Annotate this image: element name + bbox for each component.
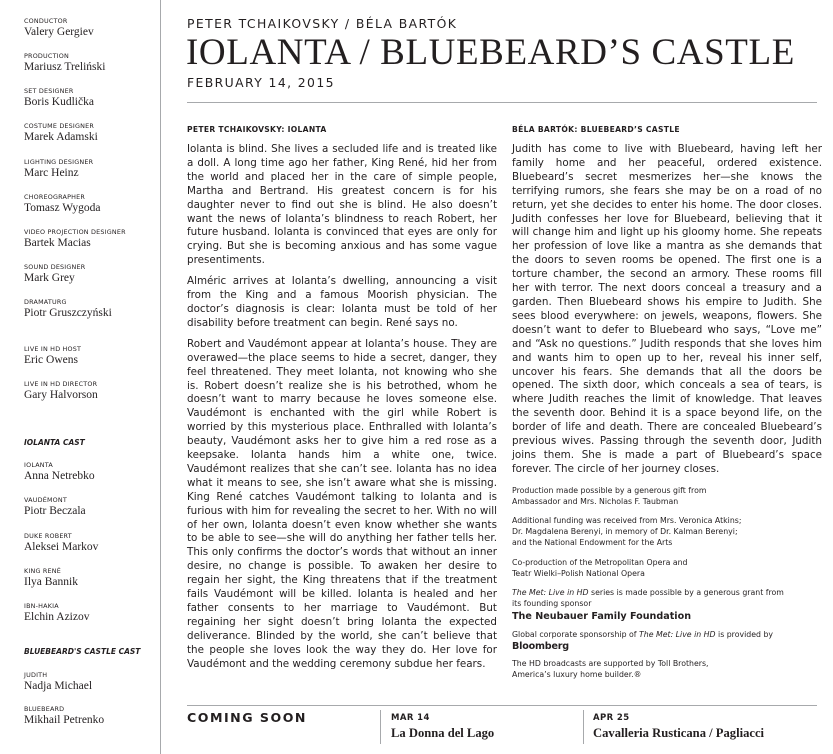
cast-judith — [24, 671, 92, 693]
cast-name: Elchin Azizov — [24, 611, 90, 623]
credit-costume-designer — [24, 122, 98, 144]
credit-role: SET DESIGNER — [24, 87, 74, 95]
cast-name: Nadja Michael — [24, 680, 93, 692]
note-line: Production made possible by a generous gift from — [512, 485, 707, 495]
note-line: America’s luxury home builder.® — [512, 669, 642, 679]
upcoming-title: La Donna del Lago — [391, 726, 495, 740]
cast-bluebeard — [24, 705, 104, 727]
credit-name: Mark Grey — [24, 272, 75, 284]
note-line: is provided by — [715, 629, 774, 639]
cast-role: BLUEBEARD — [24, 705, 65, 713]
synopsis-paragraph: Iolanta is blind. She lives a secluded life and is treated like a doll. A long time ago her father, King René, hid her from the world and placed her in the care of simple people, Martha and Bertrand. His greatest concern is for his daughter never to find out she is blind. He also doesn’t want the news of Iolanta’s blindness to reach Robert, her future husband. Iolanta is convinced that eyes are only for crying. But she is becoming anxious and has some vague presentiments. — [187, 143, 497, 267]
performance-date: FEBRUARY 14, 2015 — [187, 75, 335, 90]
note-line: Global corporate sponsorship of — [512, 629, 640, 639]
cast-name: Mikhail Petrenko — [24, 714, 105, 726]
cast-duke-robert — [24, 532, 98, 554]
credit-name: Marek Adamski — [24, 131, 98, 143]
credit-role: COSTUME DESIGNER — [24, 122, 95, 130]
iolanta-cast-heading: IOLANTA CAST — [24, 438, 85, 447]
production-gift-note — [512, 486, 822, 508]
footer-rule — [187, 705, 817, 706]
footer-divider — [380, 710, 381, 744]
credits-sidebar — [0, 0, 160, 754]
credit-name: Bartek Macias — [24, 237, 91, 249]
credit-live-in-hd-director — [24, 380, 98, 402]
credit-name: Valery Gergiev — [24, 26, 94, 38]
credit-name: Eric Owens — [24, 354, 78, 366]
credit-lighting-designer — [24, 158, 93, 180]
note-line: Teatr Wielki–Polish National Opera — [512, 568, 645, 578]
cast-role: IBN-HAKIA — [24, 602, 59, 610]
cast-name: Aleksei Markov — [24, 541, 99, 553]
credit-name: Marc Heinz — [24, 167, 79, 179]
cast-role: IOLANTA — [24, 461, 53, 469]
coming-soon-heading: COMING SOON — [187, 710, 307, 725]
credit-choreographer — [24, 193, 101, 215]
global-sponsor-note — [512, 630, 822, 653]
credit-name: Mariusz Treliński — [24, 61, 106, 73]
note-line: Additional funding was received from Mrs. Veronica Atkins; — [512, 516, 742, 526]
bluebeard-heading: BÉLA BARTÓK: BLUEBEARD’S CASTLE — [512, 125, 680, 134]
note-line: Co-production of the Metropolitan Opera and — [512, 557, 688, 567]
credit-role: LIVE IN HD DIRECTOR — [24, 380, 98, 388]
credit-live-in-hd-host — [24, 345, 81, 367]
note-line: Ambassador and Mrs. Nicholas F. Taubman — [512, 496, 679, 506]
credit-sound-designer — [24, 263, 85, 285]
series-name: The Met: Live in HD — [512, 588, 589, 598]
footer-divider — [583, 710, 584, 744]
note-line: series is made possible by a generous grant from — [588, 588, 784, 598]
sidebar-divider — [160, 0, 161, 754]
cast-role: JUDITH — [24, 671, 48, 679]
cast-vaudemont — [24, 496, 86, 518]
series-name: The Met: Live in HD — [639, 629, 716, 639]
credit-name: Boris Kudlička — [24, 96, 94, 108]
note-line: its founding sponsor — [512, 599, 592, 609]
credit-role: PRODUCTION — [24, 52, 69, 60]
header-rule — [187, 102, 817, 103]
cast-name: Ilya Bannik — [24, 576, 78, 588]
cast-name: Anna Netrebko — [24, 470, 95, 482]
credit-conductor — [24, 17, 94, 39]
synopsis-paragraph: Robert and Vaudémont appear at Iolanta’s house. They are overawed—the place seems to hide a secret, danger, they feel threatened. They meet Iolanta, not knowing who she is. Robert doesn’t realize she is his betrothed, whom he doesn’t want to marry because he loves someone else. Vaudémont is enchanted with the girl while Robert is worried by this mysterious place. Enthralled with Iolanta’s beauty, Vaudémont asks her to give him a red rose as a keepsake. Iolanta hands him a white one, twice. Vaudémont realizes that she can’t see. Iolanta has no idea what it means to see, she isn’t aware what she is missing. King René catches Vaudémont talking to Iolanta and is furious with him for revealing the secret to her. With no will of her own, Iolanta doesn’t even know whether she wants to be able to see—she will do anything her father tells her. This only confirms the doctor’s words that without an inner desire, no change is possible. To awaken her desire to regain her sight, the King threatens that if the treatment fails Vaudémont will be killed. Iolanta is healed and her father consents to her marriage to Vaudémont. But regaining her sight doesn’t bring Iolanta the expected deliverance. Blinded by the world, she can’t believe that the people she loves look the way they do. Her love for Vaudémont and the wedding ceremony subdue her fears. — [187, 337, 497, 670]
credit-role: SOUND DESIGNER — [24, 263, 86, 271]
cast-king-rene — [24, 567, 78, 589]
credit-role: VIDEO PROJECTION DESIGNER — [24, 228, 126, 236]
upcoming-date: MAR 14 — [391, 713, 430, 723]
credit-video-projection-designer — [24, 228, 126, 250]
foundation-name: The Neubauer Family Foundation — [512, 610, 692, 622]
note-line: Dr. Magdalena Berenyi, in memory of Dr. Kalman Berenyi; — [512, 527, 738, 537]
series-sponsor-note — [512, 588, 822, 624]
credit-role: LIVE IN HD HOST — [24, 345, 82, 353]
synopsis-paragraph: Alméric arrives at Iolanta’s dwelling, announcing a visit from the King and a famous Moorish physician. The doctor’s diagnosis is clear: Iolanta must be told of her disability before treatment can begin. René says no. — [187, 275, 497, 329]
credit-role: LIGHTING DESIGNER — [24, 158, 94, 166]
credit-set-designer — [24, 87, 94, 109]
iolanta-synopsis — [187, 125, 497, 672]
credit-role: DRAMATURG — [24, 298, 67, 306]
note-line: The HD broadcasts are supported by Toll Brothers, — [512, 658, 709, 668]
cast-role: KING RENÉ — [24, 567, 61, 575]
synopsis-paragraph: Judith has come to live with Bluebeard, having left her family home and her peaceful, ordered existence. Bluebeard’s secret mesmerizes her—she knows the terrifying rumors, she fears she may be on a road of no return, yet she decides to enter his home. The door closes. Judith confesses her love for Bluebeard, believing that it will change him and light up his gloomy home. She repeats her profession of love like a mantra as she demands that the doors to seven rooms be opened. The first one is a torture chamber, the second an armory. These rooms fill her with terror. The next doors conceal a treasury and a garden. Then Bluebeard shows his empire to Judith. She sees blood everywhere: on jewels, weapons, flowers. She doesn’t want to defer to Bluebeard who says, “Love me” and “Ask no questions.” Judith responds that she loves him and wants him to open up to her, reveal his inner self, uncover his fears. She demands that all the doors be opened. The sixth door, which conceals a sea of tears, is where Judith reaches the limit of knowledge. That leaves the seventh door. Behind it is a space beyond life, on the border of life and death. There are concealed Bluebeard’s previous wives. Passing through the seventh door, Judith joins them. She is made a part of Bluebeard’s space forever. The circle of her journey closes. — [512, 143, 822, 475]
credit-dramaturg — [24, 298, 112, 320]
bluebeard-cast-heading: BLUEBEARD'S CASTLE CAST — [24, 647, 141, 656]
coproduction-note — [512, 558, 822, 580]
credit-role: CHOREOGRAPHER — [24, 193, 86, 201]
bluebeard-synopsis — [512, 125, 822, 689]
composers-line: PETER TCHAIKOVSKY / BÉLA BARTÓK — [187, 16, 458, 31]
upcoming-title: Cavalleria Rusticana / Pagliacci — [593, 726, 765, 740]
cast-iolanta — [24, 461, 95, 483]
additional-funding-note — [512, 516, 822, 548]
iolanta-heading: PETER TCHAIKOVSKY: IOLANTA — [187, 125, 327, 134]
cast-role: DUKE ROBERT — [24, 532, 72, 540]
cast-name: Piotr Beczala — [24, 505, 86, 517]
toll-brothers-note — [512, 659, 822, 681]
cast-role: VAUDÉMONT — [24, 496, 67, 504]
upcoming-date: APR 25 — [593, 713, 630, 723]
page-title: IOLANTA / BLUEBEARD’S CASTLE — [186, 32, 795, 73]
bloomberg-logo: Bloomberg — [512, 640, 569, 652]
credit-name: Piotr Gruszczyński — [24, 307, 112, 319]
credit-role: CONDUCTOR — [24, 17, 68, 25]
credit-name: Tomasz Wygoda — [24, 202, 101, 214]
cast-ibn-hakia — [24, 602, 89, 624]
note-line: and the National Endowment for the Arts — [512, 537, 673, 547]
credit-name: Gary Halvorson — [24, 389, 98, 401]
credit-production — [24, 52, 105, 74]
